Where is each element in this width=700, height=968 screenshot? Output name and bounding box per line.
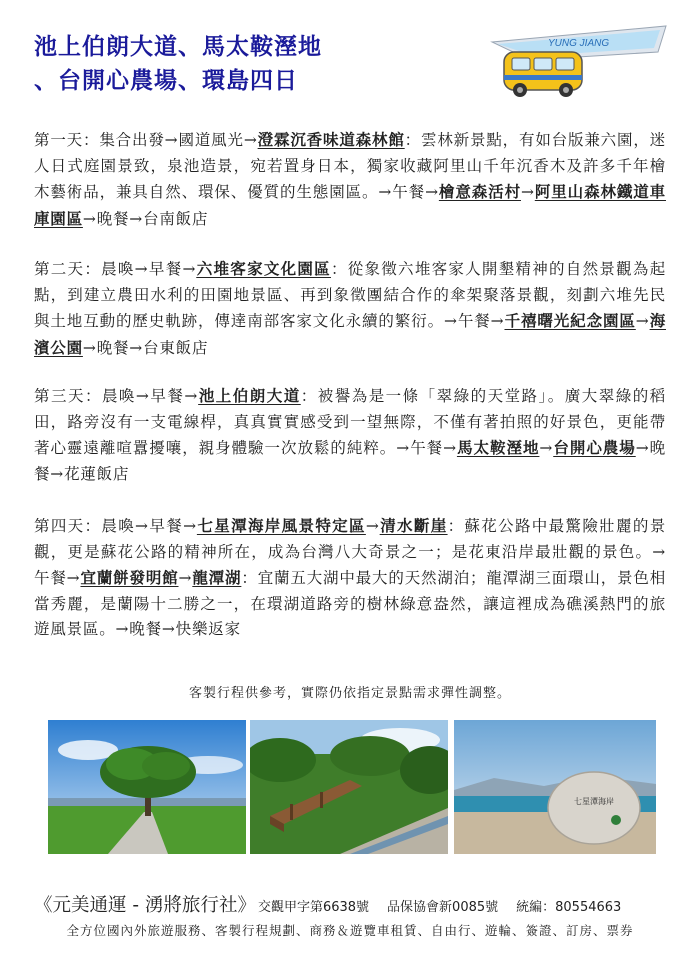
itinerary-text: → <box>635 312 650 330</box>
attraction-name: 澄霖沉香味道森林館 <box>257 130 405 149</box>
itinerary-text: →晚餐→花蓮飯店 <box>34 439 666 483</box>
attraction-name: 海濱公園 <box>34 311 666 357</box>
tree-road-photo <box>48 720 246 854</box>
itinerary-text: ：被譽為是一條「翠綠的天堂路」。廣大翠綠的稻田，路旁沒有一支電線桿，真真實實感受到一望無際，不僅有著拍照的好景色，更能帶著心靈遠離喧囂擾嚷，親身體驗一次放鬆的純粹。→午餐→ <box>34 387 666 457</box>
itinerary-day-2 <box>34 256 666 361</box>
attraction-name: 七星潭海岸風景特定區 <box>196 516 366 535</box>
itinerary-text: → <box>539 439 554 457</box>
itinerary-text: 第一天：集合出發→國道風光→ <box>34 131 258 149</box>
bus-logo-icon <box>490 20 670 100</box>
company-info <box>34 891 674 917</box>
itinerary-text: → <box>520 183 535 201</box>
itinerary-day-3 <box>34 383 666 487</box>
itinerary-text: →晚餐→台南飯店 <box>82 209 209 228</box>
title-line-1: 池上伯朗大道、馬太鞍溼地 <box>34 33 322 60</box>
page-title <box>34 30 464 98</box>
itinerary-text: ：雲林新景點，有如台版兼六園，迷人日式庭園景致，泉池造景，宛若置身日本，獨家收藏阿里山千年沉香木及許多千年檜木藝術品，兼具自然、環保、優質的生態園區。→午餐→ <box>34 131 666 201</box>
itinerary-text: 第二天：晨喚→早餐→ <box>34 260 197 278</box>
itinerary-text: 第三天：晨喚→早餐→ <box>34 387 199 405</box>
attraction-name: 馬太鞍溼地 <box>456 438 540 457</box>
seven-star-lake-stone-photo <box>454 720 656 854</box>
title-line-2: 、台開心農場、環島四日 <box>34 67 298 94</box>
logo-text: YUNG JIANG <box>548 38 610 49</box>
itinerary-text: 第四天：晨喚→早餐→ <box>34 517 197 535</box>
travel-license: 交觀甲字第6638號 <box>257 900 370 915</box>
custom-itinerary-note: 客製行程供參考，實際仍依指定景點需求彈性調整。 <box>188 686 511 701</box>
attraction-name: 龍潭湖 <box>192 568 242 587</box>
itinerary-text: ：蘇花公路中最驚險壯麗的景觀，更是蘇花公路的精神所在，成為台灣八大奇景之一；是花東沿岸最壯觀的景色。→午餐→ <box>34 517 666 587</box>
attraction-name: 宜蘭餅發明館 <box>80 568 179 587</box>
bus-logo <box>490 20 670 100</box>
quality-association-number: 品保協會新0085號 <box>387 900 499 915</box>
itinerary-text: → <box>365 517 380 535</box>
services-list: 全方位國內外旅遊服務、客製行程規劃、商務＆遊覽車租賃、自由行、遊輪、簽證、訂房、票券 <box>66 923 634 938</box>
attraction-name: 六堆客家文化園區 <box>196 259 331 278</box>
itinerary-day-4 <box>34 513 666 643</box>
stone-inscription: 七星潭海岸 <box>574 797 614 806</box>
tax-id: 統編：80554663 <box>516 900 622 915</box>
itinerary-text: →晚餐→台東飯店 <box>82 338 209 357</box>
attraction-name: 阿里山森林鐵道車庫園區 <box>34 182 666 228</box>
itinerary-text: ：從象徵六堆客家人開墾精神的自然景觀為起點，到建立農田水利的田園地景區、再到象徵團結合作的傘架聚落景觀，刻劃六堆先民與土地互動的歷史軌跡，傳達南部客家文化永續的繁衍。→午餐→ <box>34 260 666 330</box>
company-name: 《元美通運 - 湧將旅行社》 <box>34 895 256 916</box>
itinerary-text: → <box>178 569 193 587</box>
itinerary-day-1 <box>34 127 666 232</box>
attraction-name: 台開心農場 <box>553 438 636 457</box>
attraction-name: 千禧曙光紀念園區 <box>504 311 636 330</box>
wooden-bridge-photo <box>250 720 448 854</box>
attraction-name: 池上伯朗大道 <box>198 386 301 405</box>
attraction-name: 檜意森活村 <box>438 182 521 201</box>
attraction-name: 清水斷崖 <box>379 516 448 535</box>
itinerary-text: ：宜蘭五大湖中最大的天然湖泊；龍潭湖三面環山，景色相當秀麗，是蘭陽十二勝之一，在環湖道路旁的樹林綠意盎然，讓這裡成為礁溪熱門的旅遊風景區。→晚餐→快樂返家 <box>34 569 667 638</box>
